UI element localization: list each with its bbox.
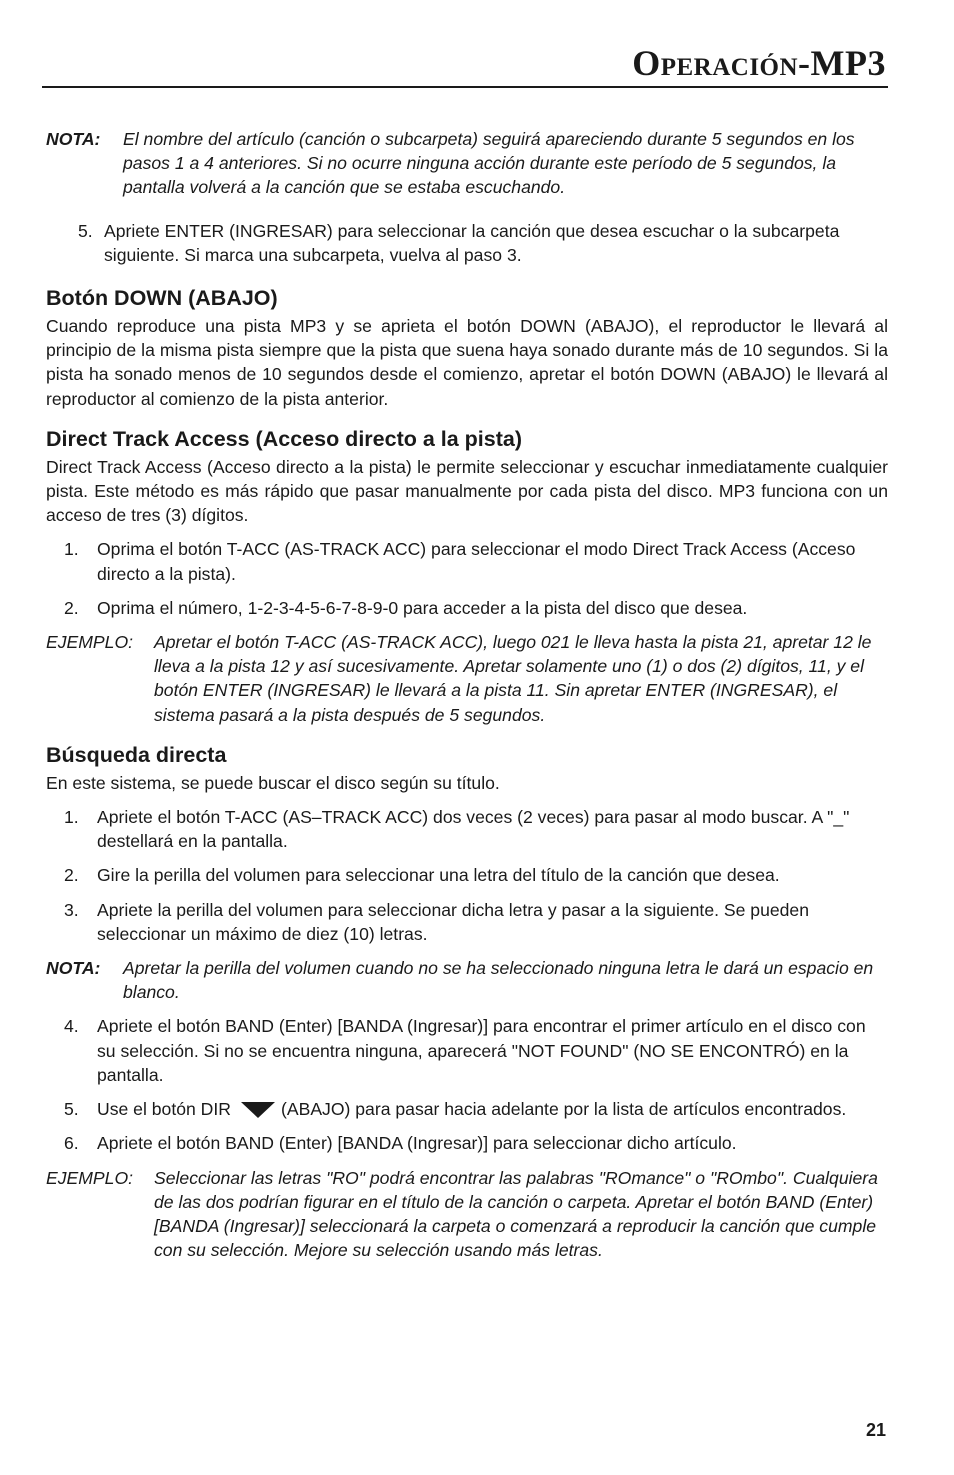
page-header [42, 40, 888, 88]
heading-direct-search: Búsqueda directa [46, 742, 227, 767]
page-title: Operación-MP3 [632, 43, 886, 83]
list-item [46, 898, 888, 946]
step-text-after: (ABAJO) para pasar hacia adelante por la lista de artículos encontrados. [280, 1099, 847, 1120]
example-tag: EJEMPLO: [46, 632, 134, 653]
step-number: 2. [64, 597, 79, 618]
step-text: Apriete ENTER (INGRESAR) para seleccionar la canción que desea escuchar o la subcarpeta siguiente. Si marca una subcarpeta, vuelva al paso 3. [104, 220, 840, 265]
step-enter-select [46, 219, 888, 267]
step-number: 2. [64, 865, 79, 886]
example-text: Apretar el botón T-ACC (AS-TRACK ACC), luego 021 le lleva hasta la pista 21, apretar 12 le lleva a la pista 12 y así sucesivamente. Apretar solamente uno (1) o dos (2) dígitos, 11, y el botón ENTER (INGRESAR) le llevará a la pista 11. Sin apretar ENTER (INGRESAR), el sistema pasará a la pista después de 5 segundos. [154, 632, 872, 725]
list-item [46, 596, 888, 620]
note-tag: NOTA: [46, 958, 101, 979]
page-content [46, 127, 888, 1276]
example-tag: EJEMPLO: [46, 1167, 134, 1188]
list-direct-search-part1 [46, 805, 888, 946]
heading-direct-track-access: Direct Track Access (Acceso directo a la pista) [46, 426, 523, 451]
step-number: 6. [64, 1133, 79, 1154]
step-text: Apriete la perilla del volumen para seleccionar dicha letra y pasar a la siguiente. Se pueden seleccionar un máximo de diez (10) letras. [97, 899, 809, 944]
note-text: El nombre del artículo (canción o subcarpeta) seguirá apareciendo durante 5 segundos en los pasos 1 a 4 anteriores. Si no ocurre ninguna acción durante este período de 5 segundos, la pantalla volverá a la canción que se estaba escuchando. [123, 129, 855, 198]
step-text: Oprima el número, 1-2-3-4-5-6-7-8-9-0 para acceder a la pista del disco que desea. [97, 597, 748, 618]
step-number: 3. [64, 899, 79, 920]
paragraph-down-button: Cuando reproduce una pista MP3 y se aprieta el botón DOWN (ABAJO), el reproductor le llevará al principio de la misma pista siempre que la pista que suena haya sonado durante más de 10 segundos. Si la pista ha sonado menos de 10 segundos desde el comienzo, apretar el botón DOWN (ABAJO) le llevará al reproductor al comienzo de la pista anterior. [46, 316, 888, 409]
paragraph-direct-search: En este sistema, se puede buscar el disco según su título. [46, 772, 500, 793]
note-blank-space [46, 956, 888, 1004]
list-item [46, 863, 888, 887]
list-direct-search-part2 [46, 1014, 888, 1155]
step-number: 1. [64, 539, 79, 560]
list-item [46, 805, 888, 853]
step-number: 1. [64, 807, 79, 828]
step-text-before: Use el botón DIR [97, 1099, 231, 1120]
example-direct-track-access [46, 630, 888, 727]
step-text: Gire la perilla del volumen para seleccionar una letra del título de la canción que desea. [97, 865, 780, 886]
page-number: 21 [865, 1420, 886, 1440]
paragraph-direct-track-access: Direct Track Access (Acceso directo a la pista) le permite seleccionar y escuchar inmediatamente cualquier pista. Este método es más rápido que pasar manualmente por cada pista del disco. MP3 funciona con un acceso de tres (3) dígitos. [46, 456, 888, 526]
step-number: 5. [64, 1099, 79, 1120]
step-text: Oprima el botón T-ACC (AS-TRACK ACC) para seleccionar el modo Direct Track Access (Acceso directo a la pista). [97, 539, 856, 584]
list-item [46, 537, 888, 585]
list-item [46, 1097, 888, 1121]
example-text: Seleccionar las letras "RO" podrá encontrar las palabras "ROmance" o "ROmbo". Cualquiera de las dos podrían figurar en el título de la canción o carpeta. Apretar el botón BAND (Enter) [BANDA (Ingresar)] seleccionará la carpeta o comenzará a reproducir la canción que cumple con su selección. Mejore su selección usando más letras. [154, 1167, 878, 1261]
step-text: Apriete el botón BAND (Enter) [BANDA (Ingresar)] para encontrar el primer artículo en el disco con su selección. Si no se encuentra ninguna, aparecerá "NOT FOUND" (NO SE ENCONTRÓ) en la pantalla. [97, 1016, 866, 1085]
note-text: Apretar la perilla del volumen cuando no se ha seleccionado ninguna letra le dará un espacio en blanco. [123, 958, 874, 1003]
step-number: 5. [78, 220, 93, 241]
heading-down-button: Botón DOWN (ABAJO) [46, 286, 278, 311]
note-item-display [46, 127, 888, 200]
list-direct-track-access [46, 537, 888, 620]
step-number: 4. [64, 1016, 79, 1037]
down-arrow-icon [241, 1102, 275, 1118]
example-direct-search [46, 1166, 888, 1263]
step-text: Apriete el botón BAND (Enter) [BANDA (Ingresar)] para seleccionar dicho artículo. [97, 1133, 737, 1154]
step-text: Apriete el botón T-ACC (AS–TRACK ACC) dos veces (2 veces) para pasar al modo buscar. A "_" destellará en la pantalla. [97, 807, 850, 852]
list-item [46, 1131, 888, 1155]
list-item [46, 1014, 888, 1087]
note-tag: NOTA: [46, 129, 101, 149]
